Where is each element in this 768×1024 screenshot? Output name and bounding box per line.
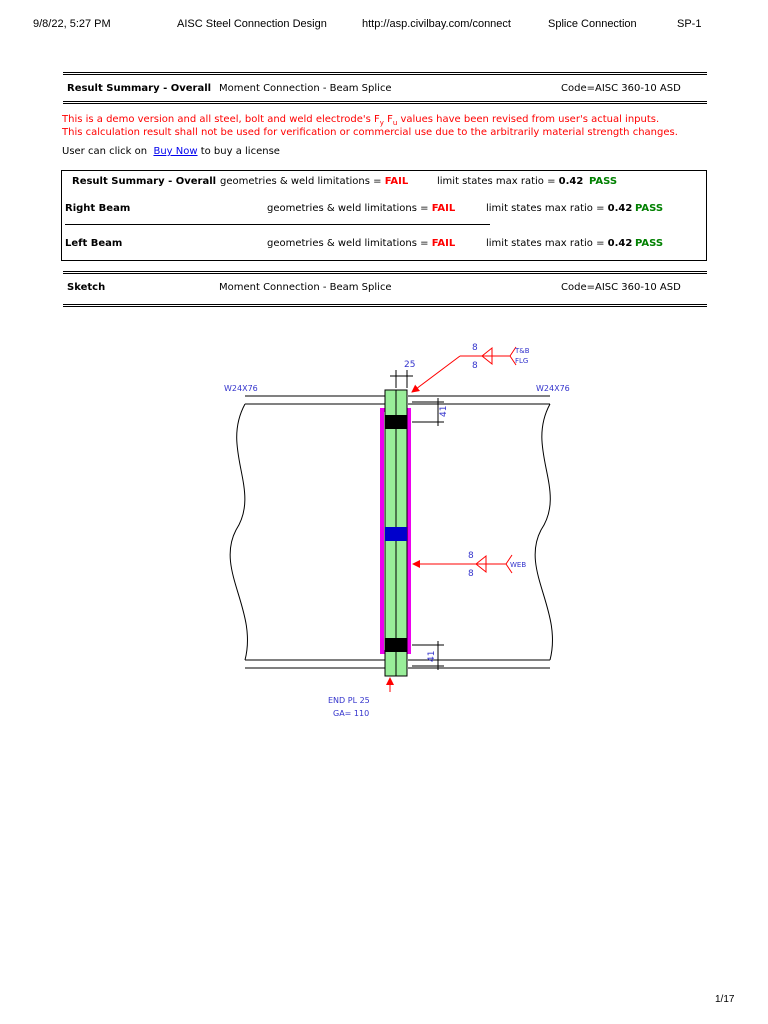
top-dim-label: 41: [439, 405, 449, 417]
license-line: User can click on Buy Now to buy a license: [62, 146, 280, 157]
bottom-bolt: [385, 638, 407, 652]
sketch-bar-code: Code=AISC 360-10 ASD: [561, 282, 681, 293]
overall-geometry: geometries & weld limitations = FAIL: [220, 176, 409, 187]
gage-label: GA= 110: [333, 709, 370, 718]
web-weld-symbol: [413, 555, 512, 573]
left-beam-label: Left Beam: [65, 238, 123, 249]
left-beam-geometry: geometries & weld limitations = FAIL: [267, 238, 456, 249]
print-datetime: 9/8/22, 5:27 PM: [33, 18, 111, 30]
end-plate-label: END PL 25: [328, 696, 370, 705]
sketch-bar-title: Sketch: [67, 282, 106, 293]
top-bolt: [385, 415, 407, 429]
summary-bar-connection: Moment Connection - Beam Splice: [219, 83, 392, 94]
web-weld-left: [380, 412, 384, 650]
web-weld-size-top: 8: [468, 551, 474, 561]
flange-weld-size-top: 8: [472, 343, 478, 353]
right-beam-geometry-status: FAIL: [431, 203, 456, 214]
overall-label: Result Summary - Overall: [72, 176, 217, 187]
demo-notice-line2: This calculation result shall not be used for verification or commercial use due to the arbitrarily material strength changes.: [62, 127, 678, 138]
flange-weld-size-bottom: 8: [472, 361, 478, 371]
right-beam-label: W24X76: [536, 384, 570, 393]
web-weld-size-bottom: 8: [468, 569, 474, 579]
demo-notice-line1: This is a demo version and all steel, bolt and weld electrode's $F_y$ $F_u$ values have been revised from user's actual inputs.: [62, 114, 660, 127]
flange-weld-tag1: T&B: [515, 347, 530, 355]
web-weld-tag: WEB: [510, 561, 527, 569]
gap-dimension: [390, 370, 413, 388]
overall-geometry-status: FAIL: [384, 176, 409, 187]
buy-now-link[interactable]: Buy Now: [153, 146, 198, 157]
summary-bar-code: Code=AISC 360-10 ASD: [561, 83, 681, 94]
left-beam-ratio: limit states max ratio = 0.42: [486, 238, 633, 249]
right-beam-geometry: geometries & weld limitations = FAIL: [267, 203, 456, 214]
right-beam: [408, 396, 552, 668]
overall-ratio-status: PASS: [589, 176, 618, 187]
web-weld-right: [407, 412, 411, 650]
summary-bar-title: Result Summary - Overall: [67, 83, 212, 94]
right-beam-ratio-status: PASS: [635, 203, 664, 214]
bottom-dim-label: 41: [427, 650, 437, 662]
right-beam-label: Right Beam: [65, 203, 131, 214]
left-beam: [230, 396, 386, 668]
sketch-bar-connection: Moment Connection - Beam Splice: [219, 282, 392, 293]
left-beam-label: W24X76: [224, 384, 258, 393]
right-beam-ratio: limit states max ratio = 0.42: [486, 203, 633, 214]
page-number: 1/17: [715, 994, 735, 1005]
page-url: http://asp.civilbay.com/connect: [362, 18, 511, 30]
left-beam-ratio-status: PASS: [635, 238, 664, 249]
flange-weld-symbol: [412, 347, 516, 392]
left-beam-geometry-status: FAIL: [431, 238, 456, 249]
overall-ratio: limit states max ratio = 0.42: [437, 176, 584, 187]
page-code: SP-1: [677, 18, 702, 30]
section-title: Splice Connection: [548, 18, 637, 30]
flange-weld-tag2: FLG: [515, 357, 529, 365]
app-title: AISC Steel Connection Design: [177, 18, 327, 30]
gap-dim-label: 25: [404, 360, 416, 370]
web-bolt: [385, 527, 407, 541]
